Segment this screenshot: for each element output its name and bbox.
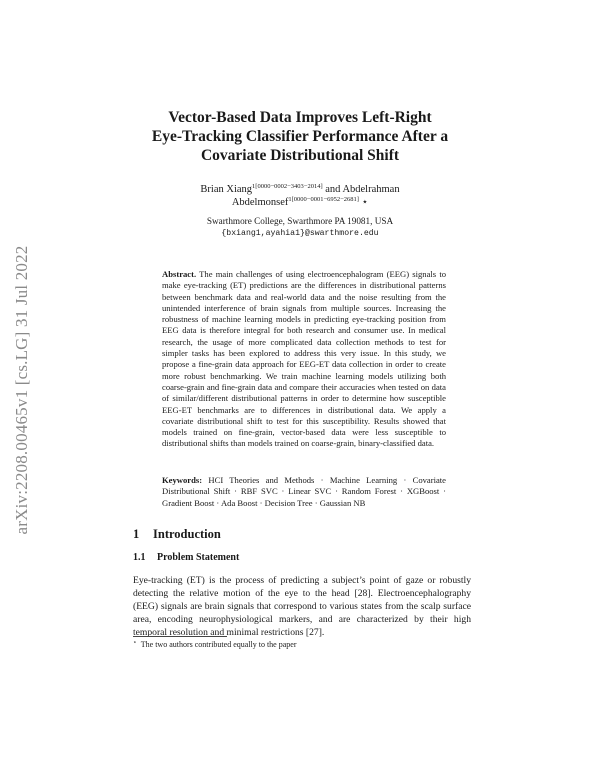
- author-name: Brian Xiang: [200, 184, 253, 195]
- author-line-2: [150, 196, 450, 209]
- arxiv-identifier-text: arXiv:2208.00465v1 [cs.LG] 31 Jul 2022: [12, 245, 31, 535]
- arxiv-identifier-stamp: [12, 210, 32, 570]
- abstract-label: Abstract.: [162, 269, 197, 279]
- affiliation-institution: Swarthmore College, Swarthmore PA 19081, USA: [206, 216, 394, 226]
- author-orcid: 1[0000−0001−6952−2681]: [288, 196, 359, 203]
- keywords-label: Keywords:: [162, 475, 203, 485]
- paper-title: [120, 108, 480, 165]
- section-title: Introduction: [153, 527, 221, 541]
- author-orcid: 1[0000−0002−3403−2014]: [252, 183, 323, 190]
- author-list: [150, 183, 450, 209]
- footnote: [133, 640, 297, 649]
- body-paragraph: Eye-tracking (ET) is the process of predicting a subject’s point of gaze or robustly detecting the relative motion of the eye to the head [28]. Electroencephalography (EEG) signals are brain signals that correspond to various states from the scalp surface area, encoding neurophysiological markers, and are characterized by their high temporal resolution and minimal restrictions [27].: [133, 575, 471, 638]
- subsection-number: 1.1: [133, 552, 146, 563]
- author-footnote-mark: ⋆: [358, 197, 369, 208]
- keywords-text: HCI Theories and Methods · Machine Learning · Covariate Distributional Shift · RBF SVC · Linear SVC · Random Forest · XGBoost · Gradient Boost · Ada Boost · Decision Tree · Gaussian NB: [162, 475, 446, 508]
- author-conjunction: and Abdelrahman: [322, 184, 400, 195]
- title-line: Eye-Tracking Classifier Performance After a: [151, 128, 449, 145]
- title-line: Vector-Based Data Improves Left-Right: [168, 109, 432, 126]
- author-name: Abdelmonsef: [231, 197, 289, 208]
- title-line: Covariate Distributional Shift: [200, 147, 400, 164]
- keywords: [162, 475, 446, 509]
- subsection-title: Problem Statement: [157, 552, 240, 563]
- abstract-text: The main challenges of using electroencephalogram (EEG) signals to make eye-tracking (ET) predictions are the differences in distributional patterns between benchmark data and real-world data and the noise resulting from the unintended interference of brain signals from multiple sources. Increasing the robustness of machine learning models in predicting eye-tracking position from EEG data is therefore integral for both research and consumer use. In medical research, the usage of more complicated data collection methods to test for simpler tasks has been explored to address this very issue. In this study, we propose a fine-grain data approach for EEG-ET data collection in order to create more robust benchmarking. We train machine learning models utilizing both coarse-grain and fine-grain data and compare their accuracies when tested on data of similar/different distributional patterns in order to determine how susceptible EEG-ET benchmarks are to differences in distributional data. We apply a covariate distributional shift to test for this susceptibility. Results showed that models trained on fine-grain, vector-based data were less susceptible to distributional shifts than models trained on coarse-grain, binary-classified data.: [162, 269, 446, 449]
- footnote-text: The two authors contributed equally to the paper: [140, 640, 297, 649]
- section-number: 1: [133, 527, 140, 541]
- footnote-divider: [133, 636, 227, 637]
- section-heading: [133, 527, 221, 542]
- affiliation-emails: {bxiang1,ayahia1}@swarthmore.edu: [221, 228, 379, 238]
- subsection-heading: [133, 552, 239, 563]
- affiliation-block: [150, 216, 450, 239]
- abstract: [162, 269, 446, 450]
- footnote-mark: ⋆: [133, 640, 137, 646]
- author-line-1: [150, 183, 450, 196]
